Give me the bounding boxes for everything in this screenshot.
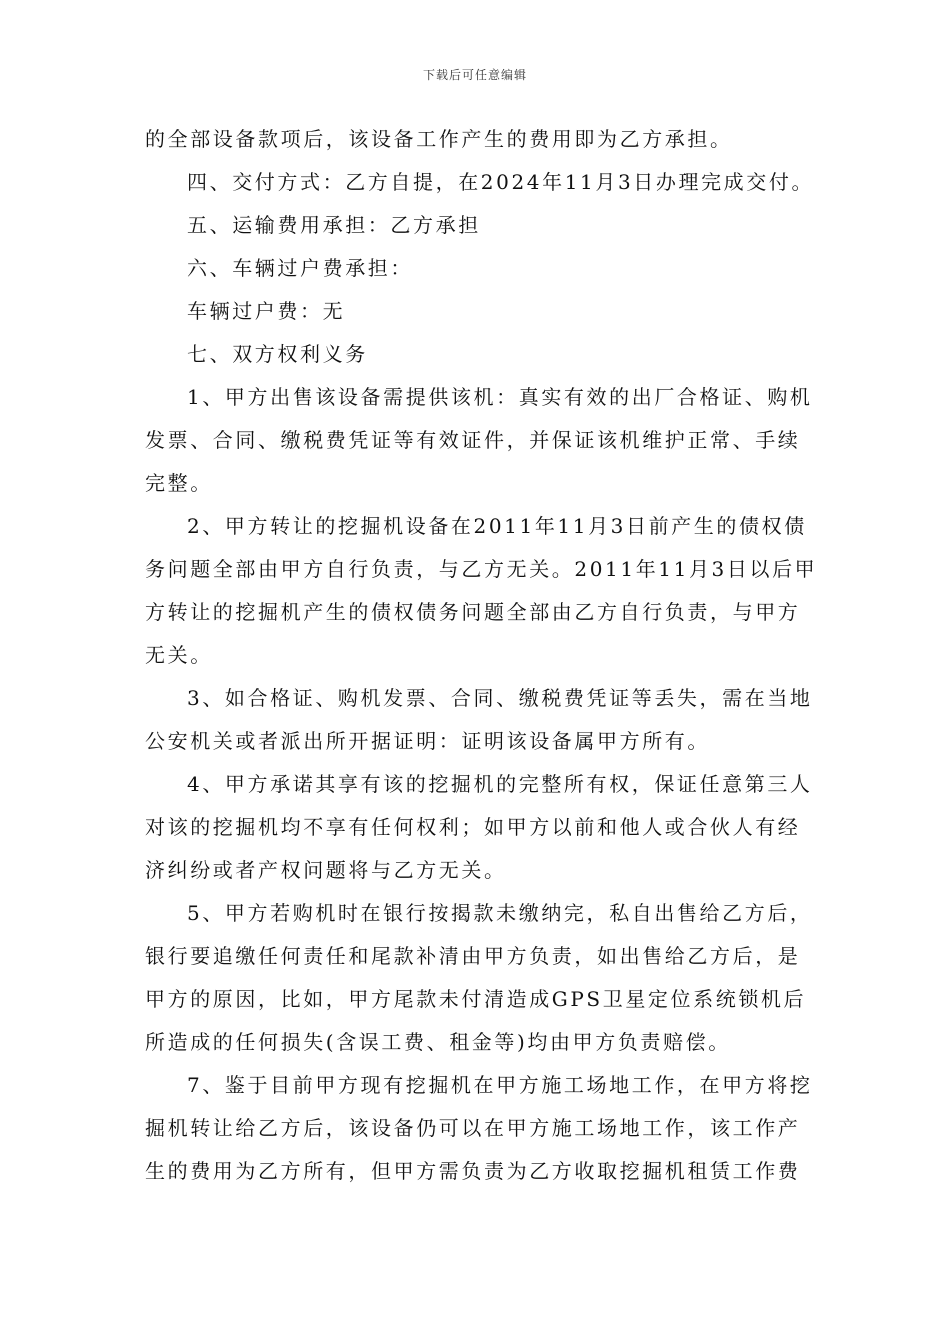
item-5-line-2: 银行要追缴任何责任和尾款补清由甲方负责，如出售给乙方后，是 (145, 944, 801, 968)
item-2-line-4: 无关。 (145, 643, 213, 667)
item-7-line-3: 生的费用为乙方所有，但甲方需负责为乙方收取挖掘机租赁工作费 (145, 1159, 801, 1183)
clause-5-transport: 五、运输费用承担：乙方承担 (187, 213, 481, 237)
clause-6-transfer-fee: 六、车辆过户费承担： (187, 256, 413, 280)
clause-7-heading: 七、双方权利义务 (187, 342, 368, 366)
item-7-line-2: 掘机转让给乙方后，该设备仍可以在甲方施工场地工作，该工作产 (145, 1116, 801, 1140)
document-body (145, 118, 818, 1193)
body-line-1: 的全部设备款项后，该设备工作产生的费用即为乙方承担。 (145, 127, 733, 151)
item-7-line-1: 7、鉴于目前甲方现有挖掘机在甲方施工场地工作，在甲方将挖 (187, 1073, 813, 1097)
item-2-line-3: 方转让的挖掘机产生的债权债务问题全部由乙方自行负责，与甲方 (145, 600, 801, 624)
item-5-line-4: 所造成的任何损失(含误工费、租金等)均由甲方负责赔偿。 (145, 1030, 731, 1054)
item-3-line-2: 公安机关或者派出所开据证明：证明该设备属甲方所有。 (145, 729, 710, 753)
item-4-line-1: 4、甲方承诺其享有该的挖掘机的完整所有权，保证任意第三人 (187, 772, 813, 796)
item-2-line-1: 2、甲方转让的挖掘机设备在2011年11月3日前产生的债权债 (187, 514, 807, 538)
item-2-line-2: 务问题全部由甲方自行负责，与乙方无关。2011年11月3日以后甲 (145, 557, 818, 581)
transfer-fee-value: 车辆过户费：无 (187, 299, 346, 323)
item-1-line-2: 发票、合同、缴税费凭证等有效证件，并保证该机维护正常、手续 (145, 428, 801, 452)
item-1-line-3: 完整。 (145, 471, 213, 495)
page-header-note: 下载后可任意编辑 (422, 68, 527, 82)
item-5-line-3: 甲方的原因，比如，甲方尾款未付清造成GPS卫星定位系统锁机后 (145, 987, 807, 1011)
item-1-line-1: 1、甲方出售该设备需提供该机：真实有效的出厂合格证、购机 (187, 385, 813, 409)
item-3-line-1: 3、如合格证、购机发票、合同、缴税费凭证等丢失，需在当地 (187, 686, 813, 710)
clause-4-delivery: 四、交付方式：乙方自提，在2024年11月3日办理完成交付。 (187, 170, 815, 194)
item-5-line-1: 5、甲方若购机时在银行按揭款未缴纳完，私自出售给乙方后， (187, 901, 813, 925)
item-4-line-2: 对该的挖掘机均不享有任何权利；如甲方以前和他人或合伙人有经 (145, 815, 801, 839)
item-4-line-3: 济纠纷或者产权问题将与乙方无关。 (145, 858, 507, 882)
